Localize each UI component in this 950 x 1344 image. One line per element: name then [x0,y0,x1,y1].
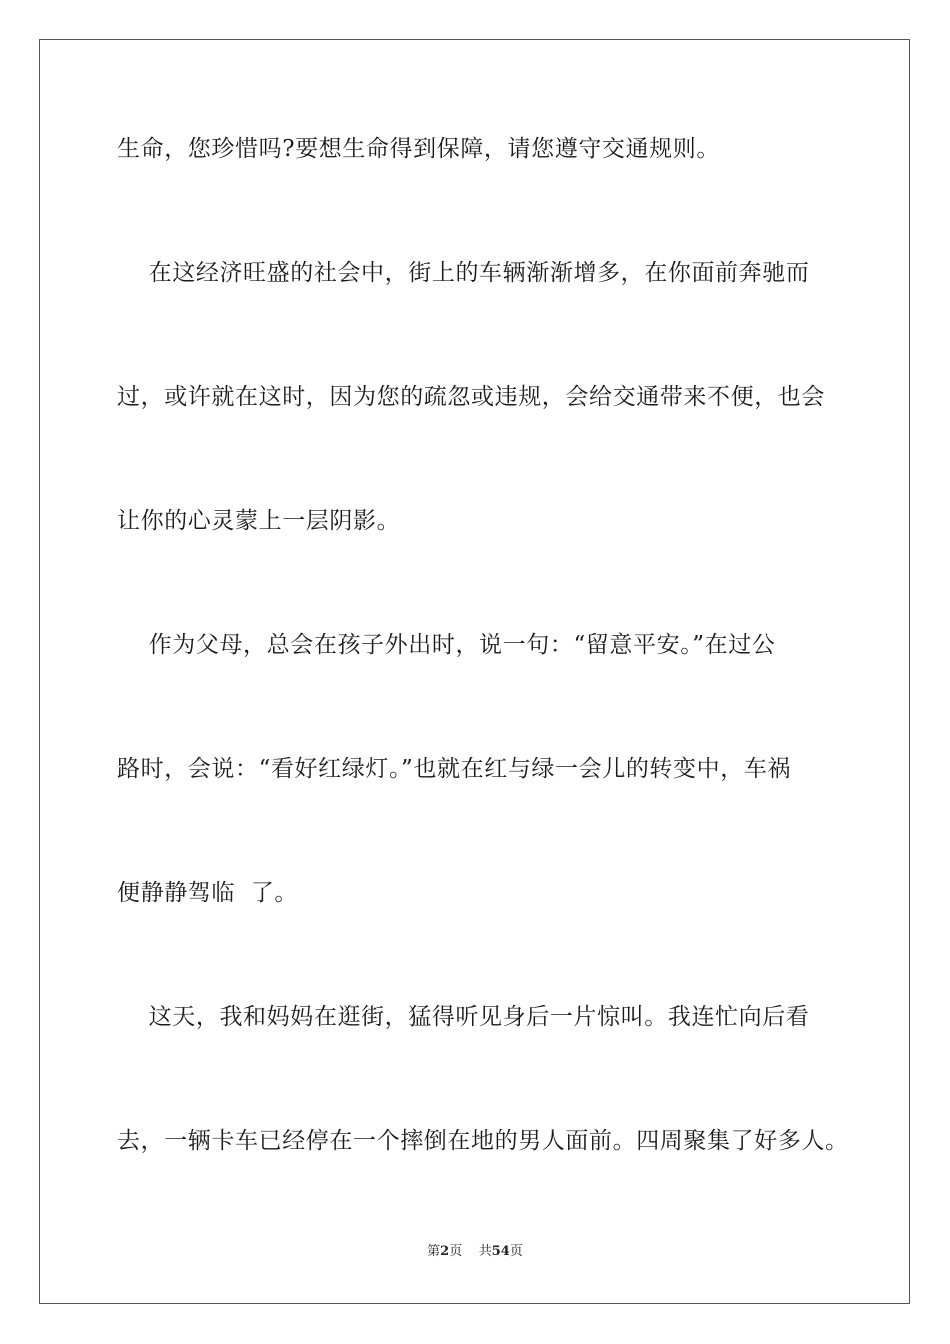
text-line-8: 这天，我和妈妈在逛街，猛得听见身后一片惊叫。我连忙向后看 [117,1004,810,1030]
text-line-2: 在这经济旺盛的社会中，街上的车辆渐渐增多，在你面前奔驰而 [117,260,810,286]
text-line-3: 过，或许就在这时，因为您的疏忽或违规，会给交通带来不便，也会 [117,384,825,410]
text-line-6: 路时，会说：“看好红绿灯。”也就在红与绿一会儿的转变中，车祸 [117,756,792,782]
total-pages: 54 [491,1244,510,1259]
text-line-7: 便静静驾临 了。 [117,880,299,906]
page-footer [0,1243,950,1261]
text-line-9: 去，一辆卡车已经停在一个摔倒在地的男人面前。四周聚集了好多人。 [117,1128,849,1154]
page-number: 2 [440,1244,450,1259]
text-line-1: 生命，您珍惜吗?要想生命得到保障，请您遵守交通规则。 [117,136,720,162]
total-label-suffix: 页 [509,1244,523,1259]
text-line-4: 让你的心灵蒙上一层阴影。 [117,508,401,534]
page-label-suffix: 页 [449,1244,463,1259]
page-border [39,39,910,1304]
page-label-prefix: 第 [427,1244,441,1259]
text-line-5: 作为父母，总会在孩子外出时，说一句：“留意平安。”在过公 [117,632,776,658]
total-label-prefix: 共 [478,1244,492,1259]
